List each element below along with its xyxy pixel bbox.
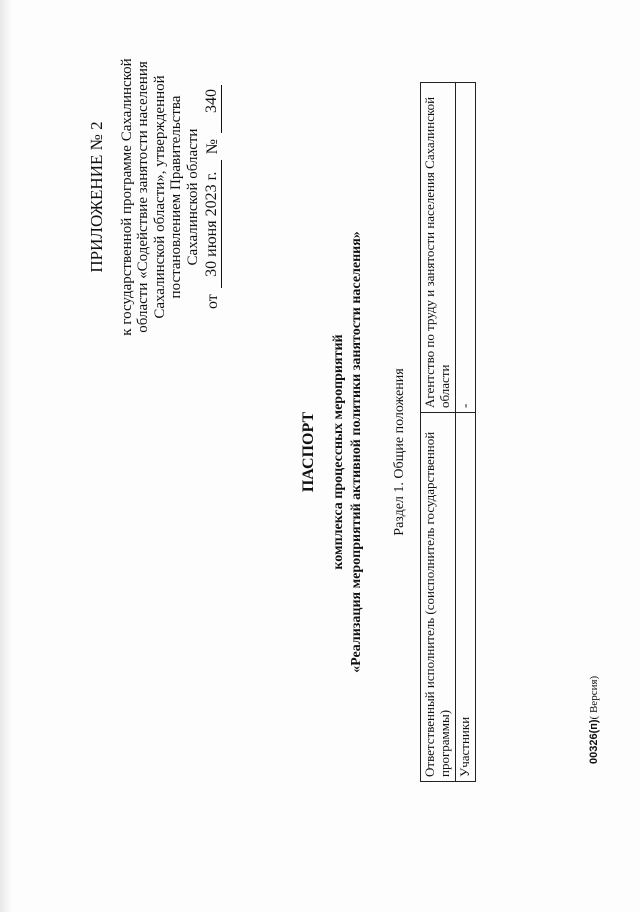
table-cell-value: - — [455, 83, 475, 413]
subtitle-line: комплекса процессных мероприятий — [331, 334, 346, 570]
appendix-line: Сахалинской области», утвержденной — [151, 75, 168, 319]
date-line — [203, 52, 222, 342]
date-value: 30 июня 2023 г. — [203, 160, 222, 288]
document-subtitle — [330, 212, 365, 692]
footer-code — [588, 676, 600, 764]
general-info-table — [420, 82, 476, 782]
table-cell-label: Участники — [455, 413, 475, 782]
footer-code-version: ( Версия) — [588, 675, 600, 720]
table-cell-value: Агентство по труду и занятости населения Сахалинской области — [421, 83, 456, 413]
document-title: ПАСПОРТ — [300, 411, 317, 493]
appendix-line: к государственной программе Сахалинской — [118, 58, 135, 336]
date-prefix: от — [204, 294, 222, 310]
table-cell-label: Ответственный исполнитель (соисполнитель государственной программы) — [421, 413, 456, 782]
appendix-line: постановлением Правительства — [168, 95, 185, 299]
footer-code-number: 00326(п) — [588, 719, 600, 764]
table-row — [421, 83, 456, 782]
appendix-line: области «Содействие занятости населения — [135, 61, 152, 333]
appendix-block — [88, 52, 222, 342]
section-heading: Раздел 1. Общие положения — [392, 368, 407, 536]
document-number: 340 — [203, 85, 222, 133]
number-label: № — [204, 138, 222, 155]
table-row — [455, 83, 475, 782]
appendix-number: ПРИЛОЖЕНИЕ № 2 — [87, 121, 106, 273]
subtitle-line: «Реализация мероприятий активной политики занятости населения» — [348, 231, 364, 673]
appendix-line: Сахалинской области — [184, 128, 201, 266]
